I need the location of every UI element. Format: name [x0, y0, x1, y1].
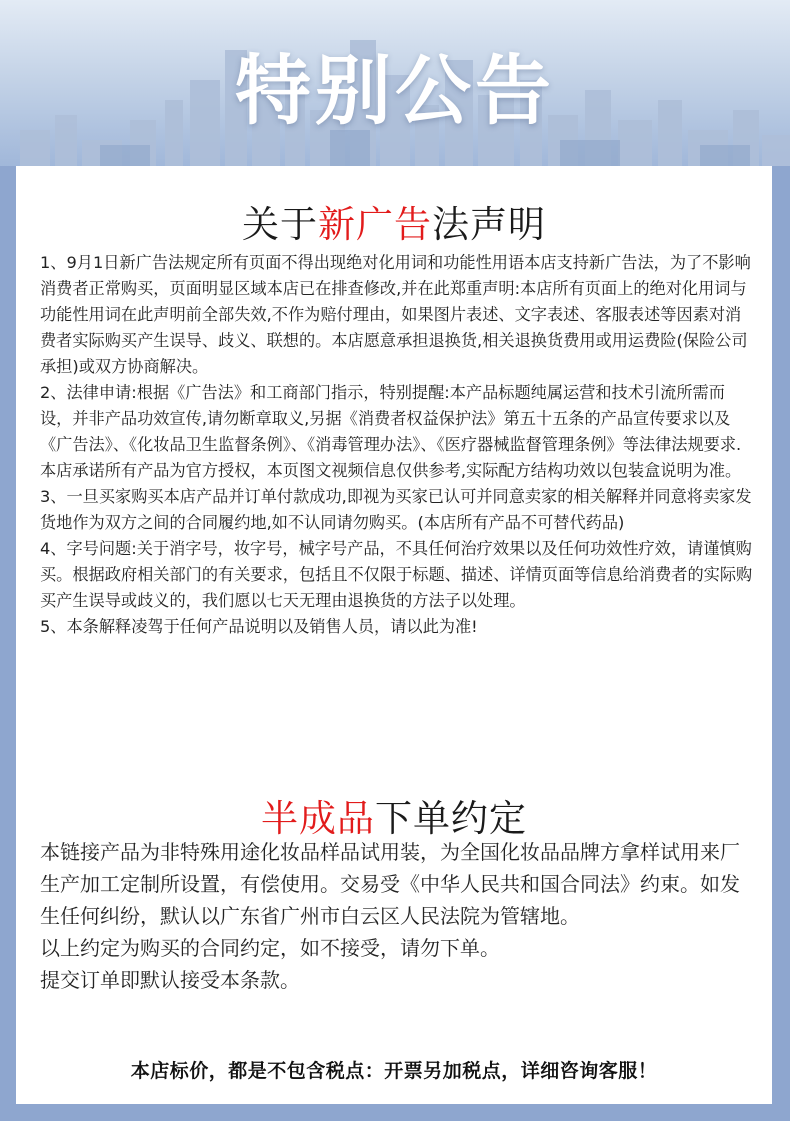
notice-paragraph-3: 3、一旦买家购买本店产品并订单付款成功,即视为买家已认可并同意卖家的相关解释并同意将卖家发货地作为双方之间的合同履约地,如不认同请勿购买。(本店所有产品不可替代药品): [40, 487, 752, 532]
bottom-frame: [0, 1104, 790, 1121]
content-panel: [16, 166, 772, 1104]
notice-section-title: [16, 194, 772, 248]
agreement-paragraph-3: 提交订单即默认接受本条款。: [40, 968, 300, 992]
left-frame: [0, 166, 16, 1104]
agreement-body: [40, 836, 756, 996]
agreement-paragraph-2: 以上约定为购买的合同约定，如不接受，请勿下单。: [40, 936, 500, 960]
notice-paragraph-1: 1、9月1日新广告法规定所有页面不得出现绝对化用词和功能性用语本店支持新广告法，为了不影响消费者正常购买，页面明显区域本店已在排查修改,并在此郑重声明:本店所有页面上的绝对化用词与功能性用词在此声明前全部失效,不作为赔付理由，如果图片表述、文字表述、客服表述等因素对消费者实际购买产生误导、歧义、联想的。本店愿意承担退换货,相关退换货费用或用运费险(保险公司承担)或双方协商解决。: [40, 253, 751, 376]
notice-title-prefix: 关于: [242, 203, 318, 246]
agreement-paragraph-1: 本链接产品为非特殊用途化妆品样品试用装，为全国化妆品品牌方拿样试用来厂生产加工定制所设置，有偿使用。交易受《中华人民共和国合同法》约束。如发生任何纠纷，默认以广东省广州市白云区人民法院为管辖地。: [40, 840, 740, 928]
notice-paragraph-2: 2、法律申请:根据《广告法》和工商部门指示，特别提醒:本产品标题纯属运营和技术引流所需而设，并非产品功效宣传,请勿断章取义,另据《消费者权益保护法》第五十五条的产品宣传要求以及《广告法》、《化妆品卫生监督条例》、《消毒管理办法》、《医疗器械监督管理条例》等法律法规要求.本店承诺所有产品为官方授权，本页图文视频信息仅供参考,实际配方结构功效以包装盒说明为准。: [40, 383, 742, 480]
notice-title-highlight: 新广告: [318, 203, 432, 246]
header-banner: [0, 0, 790, 170]
notice-body: [40, 250, 756, 640]
notice-paragraph-4: 4、字号问题:关于消字号，妆字号，械字号产品，不具任何治疗效果以及任何功效性疗效，请谨慎购买。根据政府相关部门的有关要求，包括且不仅限于标题、描述、详情页面等信息给消费者的实际购买产生误导或歧义的，我们愿以七天无理由退换货的方法子以处理。: [40, 539, 753, 610]
agreement-section-title: [16, 788, 772, 842]
notice-paragraph-5: 5、本条解释凌驾于任何产品说明以及销售人员，请以此为准!: [40, 617, 478, 636]
page-title: 特别公告: [235, 46, 555, 135]
agreement-title-suffix: 下单约定: [375, 797, 527, 840]
tax-note: 本店标价，都是不包含税点：开票另加税点，详细咨询客服！: [130, 1060, 658, 1082]
notice-title-suffix: 法声明: [432, 203, 546, 246]
agreement-title-highlight: 半成品: [261, 797, 375, 840]
right-frame: [772, 166, 790, 1104]
